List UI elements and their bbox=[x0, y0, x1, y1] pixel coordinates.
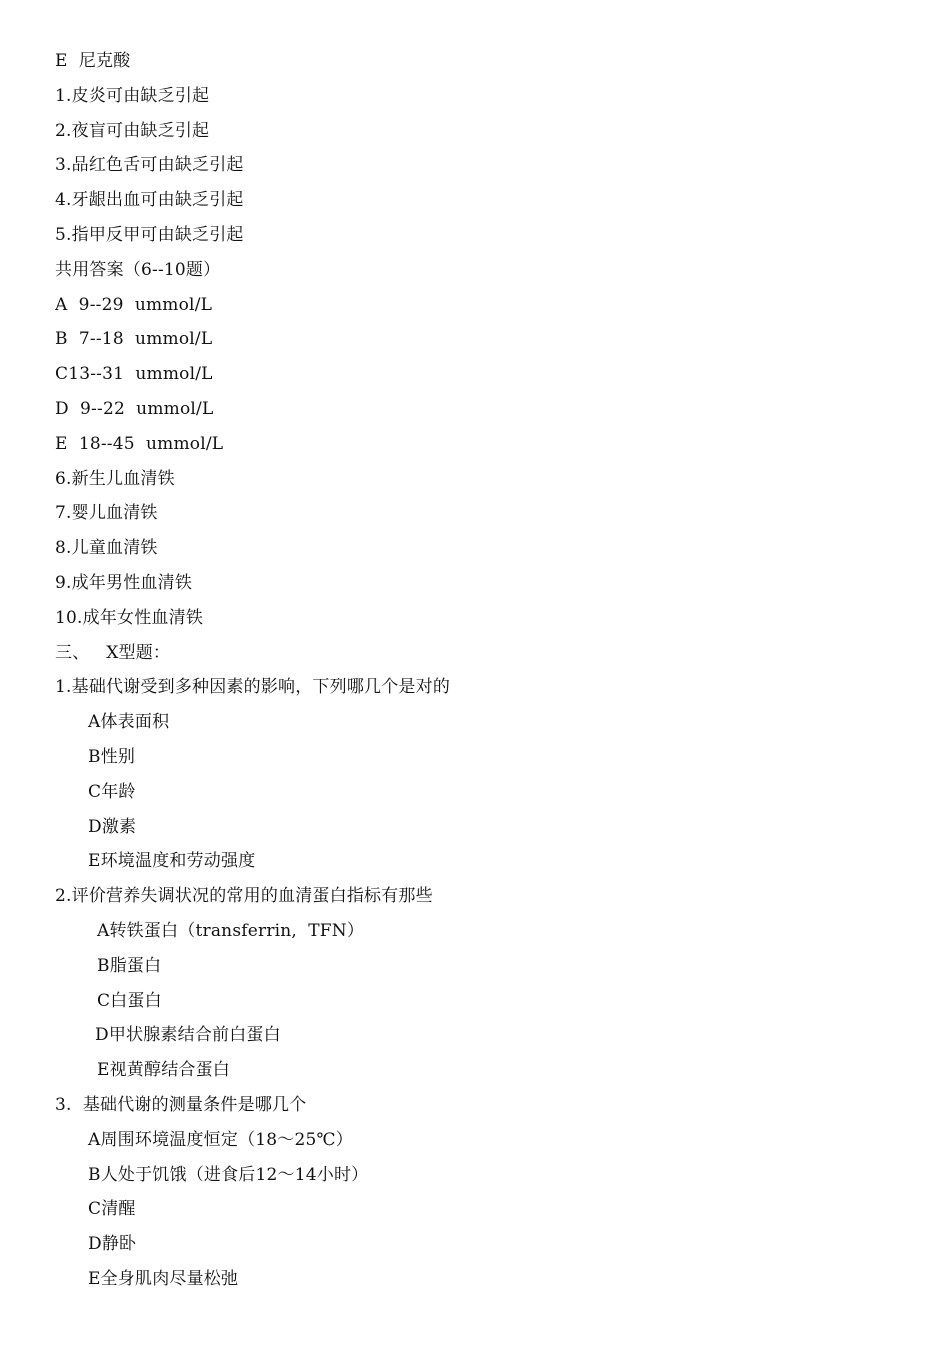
question-line: 1.基础代谢受到多种因素的影响，下列哪几个是对的 bbox=[55, 677, 451, 698]
answer-option: A周围环境温度恒定（18～25℃） bbox=[88, 1129, 353, 1150]
answer-option: C白蛋白 bbox=[97, 990, 162, 1011]
question-line: 3. 基础代谢的测量条件是哪几个 bbox=[55, 1094, 307, 1115]
answer-option: D 9--22 ummol/L bbox=[55, 398, 214, 419]
question-line: 2.夜盲可由缺乏引起 bbox=[55, 120, 210, 141]
answer-option: A 9--29 ummol/L bbox=[55, 294, 213, 315]
question-line: 8.儿童血清铁 bbox=[55, 538, 158, 559]
document-text bbox=[55, 44, 915, 1297]
answer-option: B性别 bbox=[88, 746, 136, 767]
answer-option: D甲状腺素结合前白蛋白 bbox=[95, 1025, 281, 1046]
question-line: 9.成年男性血清铁 bbox=[55, 572, 193, 593]
answer-option: B人处于饥饿（进食后12～14小时） bbox=[88, 1164, 369, 1185]
section-heading: 共用答案（6--10题） bbox=[55, 259, 221, 280]
question-line: 2.评价营养失调状况的常用的血清蛋白指标有那些 bbox=[55, 886, 433, 907]
answer-option: C年龄 bbox=[88, 781, 136, 802]
answer-option: A转铁蛋白（transferrin, TFN） bbox=[97, 920, 365, 941]
answer-option: B脂蛋白 bbox=[97, 955, 162, 976]
text-line: E 尼克酸 bbox=[55, 51, 131, 71]
section-heading: 三、 X型题： bbox=[55, 642, 171, 663]
answer-option: E视黄醇结合蛋白 bbox=[97, 1060, 231, 1081]
answer-option: E 18--45 ummol/L bbox=[55, 433, 224, 454]
answer-option: D静卧 bbox=[88, 1234, 137, 1255]
answer-option: C清醒 bbox=[88, 1199, 136, 1220]
answer-option: E环境温度和劳动强度 bbox=[88, 851, 256, 872]
answer-option: E全身肌肉尽量松弛 bbox=[88, 1268, 239, 1289]
question-line: 1.皮炎可由缺乏引起 bbox=[55, 85, 210, 106]
answer-option: B 7--18 ummol/L bbox=[55, 329, 213, 350]
question-line: 7.婴儿血清铁 bbox=[55, 503, 158, 524]
answer-option: D激素 bbox=[88, 816, 137, 837]
question-line: 6.新生儿血清铁 bbox=[55, 468, 175, 489]
answer-option: C13--31 ummol/L bbox=[55, 364, 213, 385]
question-line: 10.成年女性血清铁 bbox=[55, 607, 204, 628]
question-line: 4.牙龈出血可由缺乏引起 bbox=[55, 190, 244, 211]
question-line: 5.指甲反甲可由缺乏引起 bbox=[55, 224, 244, 245]
question-line: 3.品红色舌可由缺乏引起 bbox=[55, 155, 244, 176]
answer-option: A体表面积 bbox=[88, 712, 170, 733]
